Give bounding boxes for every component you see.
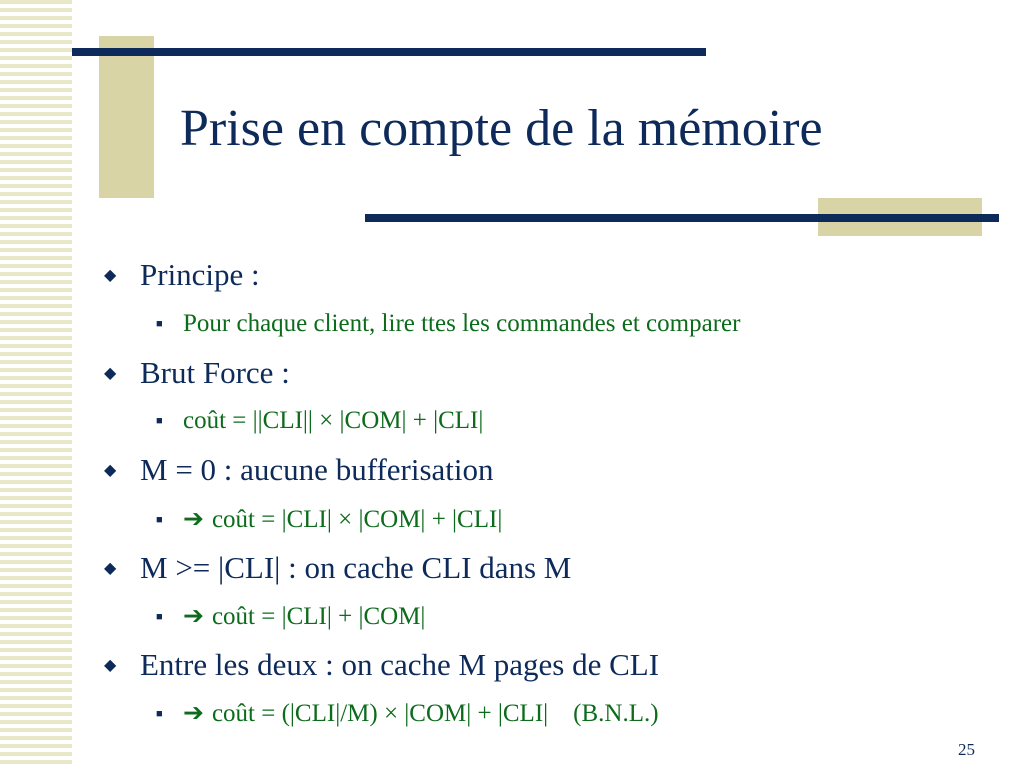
slide-title: Prise en compte de la mémoire bbox=[180, 100, 823, 157]
sub-bullet-m-ge-cli bbox=[156, 600, 425, 633]
bullet-principe bbox=[104, 255, 260, 296]
sub-bullet-text: Pour chaque client, lire ttes les commandes et comparer bbox=[183, 310, 741, 337]
sub-bullet-entre bbox=[156, 697, 659, 730]
bullet-text: Entre les deux : on cache M pages de CLI bbox=[140, 647, 660, 682]
sub-bullet-text: coût = |CLI| + |COM| bbox=[211, 603, 426, 630]
diamond-bullet-icon: ◆ bbox=[104, 560, 117, 577]
sub-bullet-text: coût = |CLI| × |COM| + |CLI| bbox=[211, 506, 503, 533]
sub-bullet-text: coût = ||CLI|| × |COM| + |CLI| bbox=[183, 407, 484, 434]
sub-bullet-m-zero bbox=[156, 503, 502, 536]
bullet-m-ge-cli bbox=[104, 548, 571, 589]
square-bullet-icon: ■ bbox=[156, 318, 163, 330]
square-bullet-icon: ■ bbox=[156, 514, 163, 526]
right-arrow-icon: ➔ bbox=[183, 698, 204, 727]
sub-bullet-principe bbox=[156, 308, 740, 340]
bullet-text: M = 0 : aucune bufferisation bbox=[140, 452, 494, 487]
diamond-bullet-icon: ◆ bbox=[104, 462, 117, 479]
square-bullet-icon: ■ bbox=[156, 708, 163, 720]
bullet-m-zero bbox=[104, 450, 494, 491]
bullet-brut-force bbox=[104, 353, 290, 394]
bullet-text: Brut Force : bbox=[140, 355, 290, 390]
diamond-bullet-icon: ◆ bbox=[104, 267, 117, 284]
diamond-bullet-icon: ◆ bbox=[104, 657, 117, 674]
square-bullet-icon: ■ bbox=[156, 415, 163, 427]
page-number: 25 bbox=[958, 740, 975, 759]
bullet-text: Principe : bbox=[140, 257, 260, 292]
sub-bullet-brut-force bbox=[156, 405, 483, 437]
sub-bullet-text: coût = (|CLI|/M) × |COM| + |CLI| (B.N.L.) bbox=[211, 700, 659, 727]
right-arrow-icon: ➔ bbox=[183, 601, 204, 630]
bullet-text: M >= |CLI| : on cache CLI dans M bbox=[140, 550, 572, 585]
right-arrow-icon: ➔ bbox=[183, 504, 204, 533]
diamond-bullet-icon: ◆ bbox=[104, 365, 117, 382]
square-bullet-icon: ■ bbox=[156, 611, 163, 623]
bullet-entre bbox=[104, 645, 659, 686]
